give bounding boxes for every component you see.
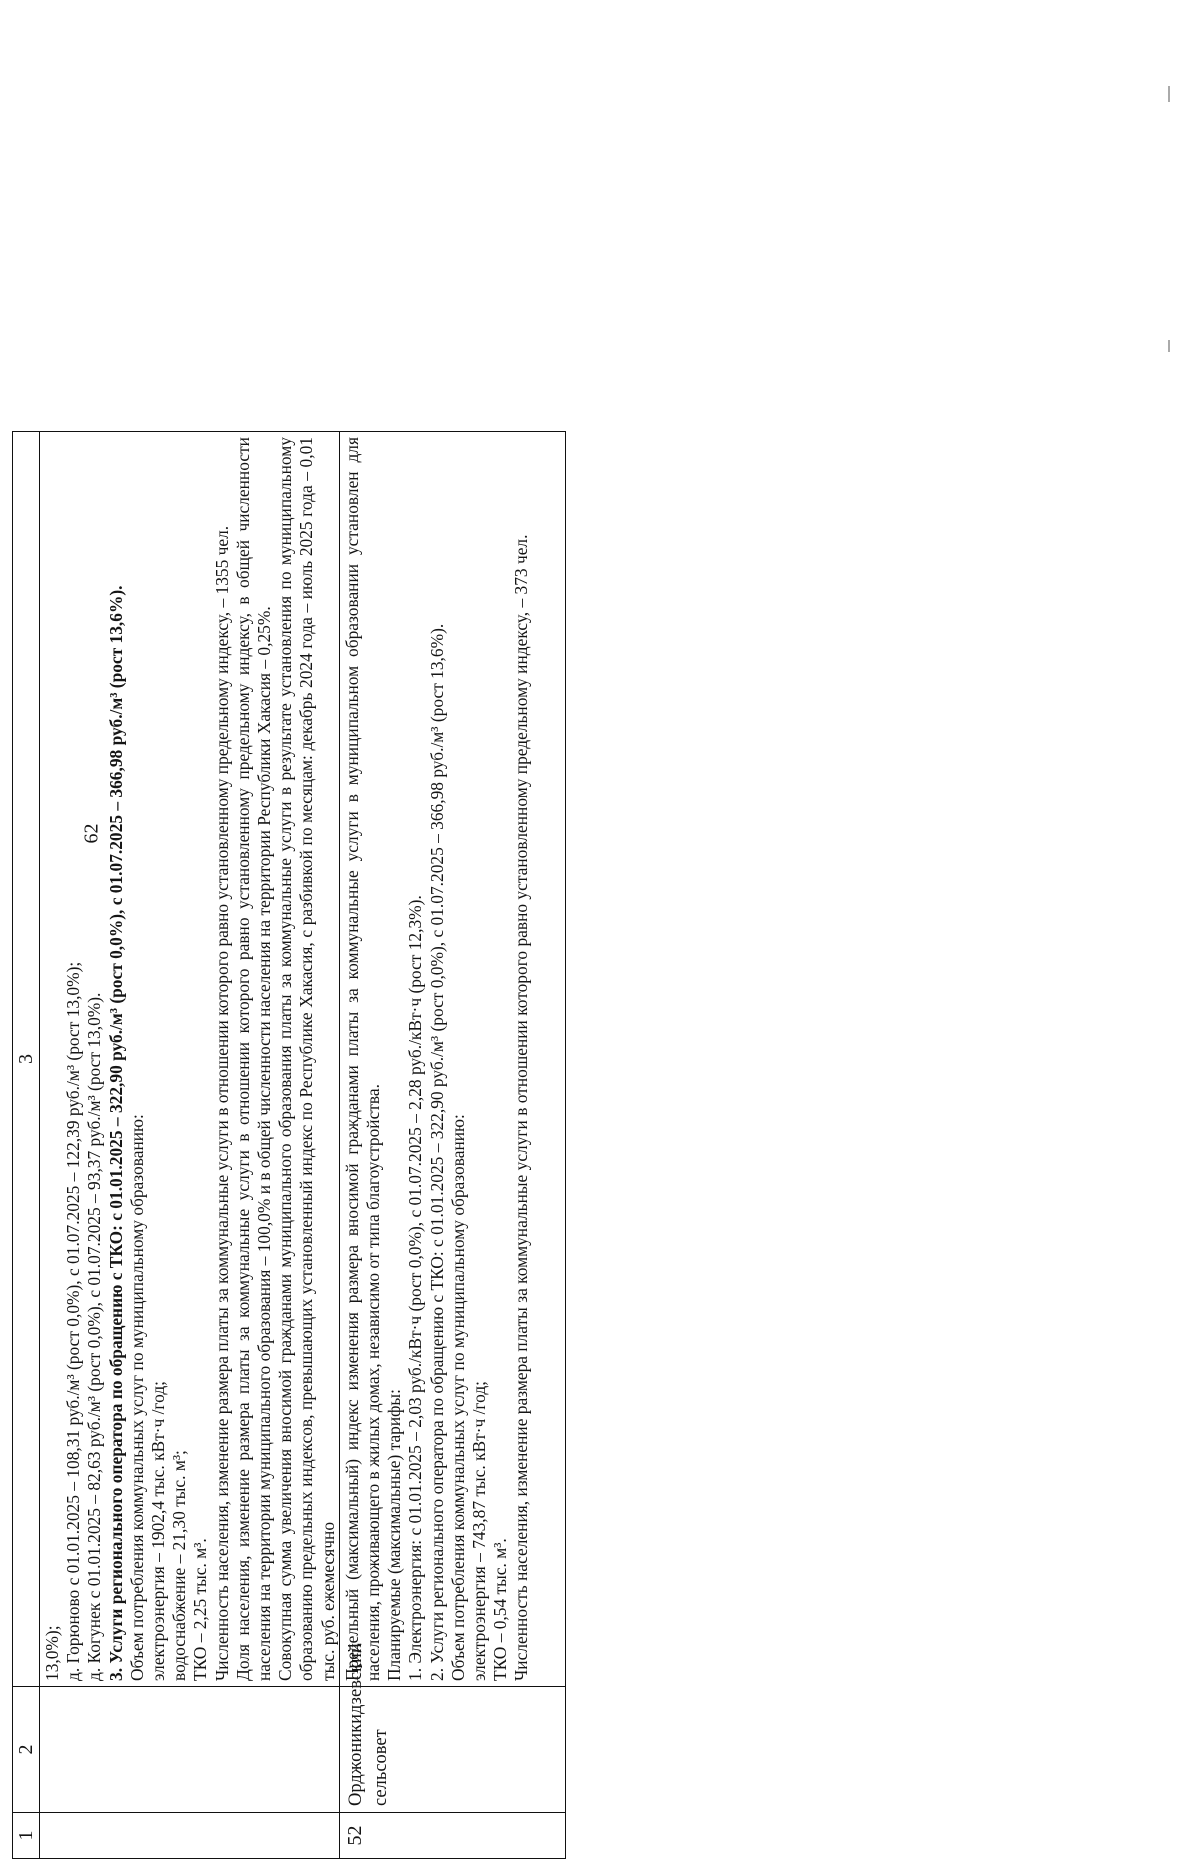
list-item: водоснабжение – 21,30 тыс. м³;: [169, 1450, 190, 1681]
list-item: Доля населения, изменение размера платы за коммунальные услуги в отношении которого равно установленному предельному индексу, в общей численности населения на территории муниципального образования – 100,0% и в общей численности населения на территории Республики Хакасия – 0,25%.: [232, 437, 275, 1681]
column-header-2: 2: [13, 1687, 40, 1813]
list-item: 3. Услуги регионального оператора по обращению с ТКО: с 01.01.2025 – 322,90 руб./м³ (рост 0,0%), с 01.07.2025 – 366,98 руб./м³ (рост 13,6%).: [105, 585, 126, 1681]
list-item: ТКО – 2,25 тыс. м³.: [190, 1538, 211, 1681]
list-item: ТКО – 0,54 тыс. м³.: [490, 1538, 511, 1681]
row-number: 52: [339, 1813, 565, 1859]
column-header-3: 3: [13, 432, 40, 1687]
list-item: д. Горюново с 01.01.2025 – 108,31 руб./м³ (рост 0,0%), с 01.07.2025 – 122,39 руб./м³ (рост 13,0%);: [63, 961, 84, 1681]
page-number: 62: [80, 823, 103, 844]
table-row-continuation: [40, 432, 340, 1859]
list-item: электроэнергия – 1902,4 тыс. кВт·ч /год;: [148, 1380, 169, 1681]
cell-row52-text: [339, 432, 565, 1687]
list-item: Численность населения, изменение размера платы за коммунальные услуги в отношении которого равно установленному предельному индексу, – 1355 чел.: [211, 525, 232, 1681]
scan-edge-mark: [1168, 86, 1170, 102]
cell-empty-number: [40, 1813, 340, 1859]
table-header-row: [13, 432, 40, 1859]
tariff-table: [12, 431, 566, 1859]
table-row-52: [339, 432, 565, 1859]
cell-continuation-text: [40, 432, 340, 1687]
list-item: Планируемые (максимальные) тарифы:: [384, 1389, 405, 1681]
list-item: Объем потребления коммунальных услуг по муниципальному образованию:: [447, 1114, 468, 1681]
list-item: Объем потребления коммунальных услуг по муниципальному образованию:: [126, 1114, 147, 1681]
list-item: электроэнергия – 743,87 тыс. кВт·ч /год;: [469, 1380, 490, 1681]
list-item: Численность населения, изменение размера платы за коммунальные услуги в отношении которого равно установленному предельному индексу, – 373 чел.: [511, 534, 532, 1681]
list-item: Совокупная сумма увеличения вносимой гражданами муниципального образования платы за коммунальные услуги в результате установления по муниципальному образованию предельных индексов, превышающих установленный индекс по Республике Хакасия, с разбивкой по месяцам: декабрь 2024 года – июль 2025 года – 0,01 тыс. руб. ежемесячно: [275, 437, 338, 1681]
list-item: Предельный (максимальный) индекс изменения размера вносимой гражданами платы за коммунальные услуги в муниципальном образовании установлен для населения, проживающего в жилых домах, независимо от типа благоустройства.: [341, 437, 384, 1681]
list-item: 1. Электроэнергия: с 01.01.2025 – 2,03 руб./кВт·ч (рост 0,0%), с 01.07.2025 – 2,28 руб./кВт·ч (рост 12,3%).: [405, 895, 426, 1681]
scan-edge-mark: [1168, 340, 1170, 352]
list-item: 13,0%);: [42, 1625, 62, 1681]
rotated-table-sheet: [12, 431, 566, 1859]
list-item: 2. Услуги регионального оператора по обращению с ТКО: с 01.01.2025 – 322,90 руб./м³ (рост 0,0%), с 01.07.2025 – 366,98 руб./м³ (рост 13,6%).: [426, 623, 447, 1681]
cell-empty-name: [40, 1687, 340, 1813]
list-item: д. Когунек с 01.01.2025 – 82,63 руб./м³ (рост 0,0%), с 01.07.2025 – 93,37 руб./м³ (рост 13,0%).: [84, 992, 105, 1681]
column-header-1: 1: [13, 1813, 40, 1859]
municipality-name: Орджоникидзевский сельсовет: [339, 1687, 565, 1813]
